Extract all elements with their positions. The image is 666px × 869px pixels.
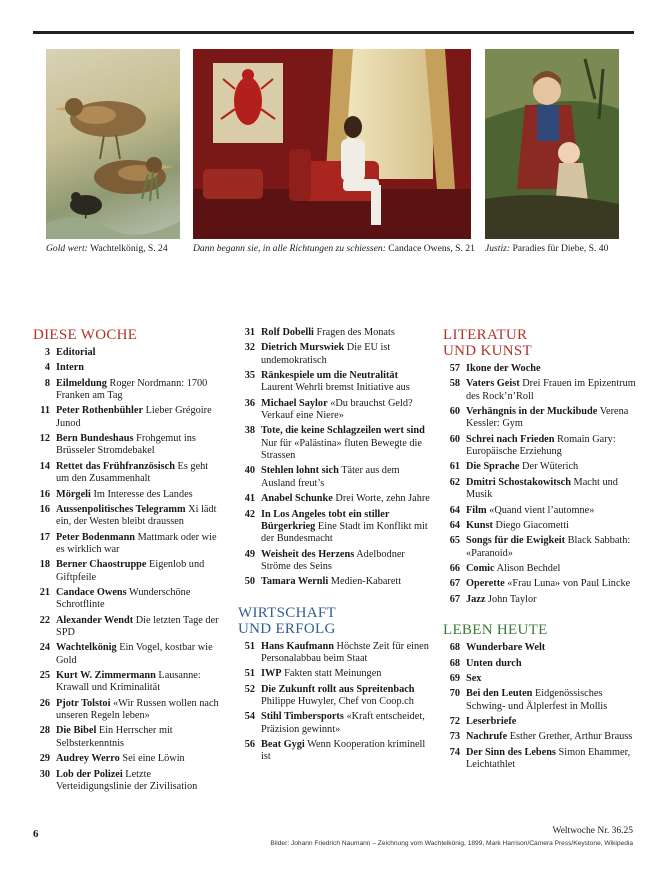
toc-page-number: 41 — [244, 493, 255, 505]
toc-entry-title: Audrey Werro — [56, 753, 120, 765]
toc-entry-title: Jazz — [466, 593, 486, 605]
toc-entry-text: «Du brauchst Geld? Verkauf eine Niere» — [261, 397, 413, 422]
toc-entry-text: Simon Ehammer, Leichtathlet — [466, 746, 631, 771]
toc-entry-title: Lob der Polizei — [56, 768, 123, 780]
toc-entry-text: Xi lädt ein, der Westen bleibt draussen — [56, 503, 217, 528]
toc-entry-text: Romain Gary: Europäische Erziehung — [466, 433, 616, 458]
toc-page-number: 58 — [449, 378, 460, 390]
toc-entry — [238, 370, 432, 395]
toc-entry-text: John Taylor — [485, 593, 537, 605]
toc-page-number: 42 — [244, 508, 255, 520]
toc-entry-title: Candace Owens — [56, 586, 127, 598]
toc-entry-text: Adelbodner Ströme des Seins — [261, 548, 405, 572]
toc-entry — [33, 753, 223, 765]
toc-entry — [443, 747, 636, 772]
toc-entry-title: Weisheit des Herzens — [261, 548, 355, 560]
toc-entry — [443, 578, 636, 590]
toc-page-number: 38 — [244, 425, 255, 437]
toc-entry-text: Medien-Kabarett — [328, 576, 402, 588]
toc-entry-title: Kurt W. Zimmermann — [56, 670, 156, 682]
toc-entry-text: Es geht um den Zusammenhalt — [56, 460, 209, 485]
toc-entry-title: Wachtelkönig — [56, 642, 117, 654]
toc-page-number: 74 — [449, 746, 460, 758]
toc-page-number: 32 — [244, 342, 255, 354]
toc-entry-text: Eine Stadt im Konflikt mit der Bundesmacht — [261, 520, 428, 545]
toc-entry — [238, 327, 432, 339]
toc-page-number: 11 — [40, 405, 50, 417]
toc-page-number: 17 — [39, 531, 50, 543]
toc-entry — [238, 711, 432, 736]
toc-entry — [238, 425, 432, 462]
toc-page-number: 52 — [244, 683, 255, 695]
toc-page-number: 57 — [449, 363, 460, 374]
toc-entry-title: Wunderbare Welt — [466, 642, 546, 654]
toc-page-number: 26 — [39, 697, 50, 709]
toc-entry-text: Diego Giacometti — [492, 519, 569, 531]
toc-entry — [238, 398, 432, 423]
toc-entry-text: Drei Frauen im Epizentrum des Rock’n’Roll — [466, 378, 636, 402]
toc-entry — [238, 739, 432, 764]
toc-entry-text: Fakten statt Meinungen — [281, 668, 382, 680]
toc-page-number: 30 — [39, 768, 50, 780]
toc-entry-title: Ränkespiele um die Neutralität — [261, 370, 398, 382]
toc-entry-text: Philippe Huwyler, Chef von Coop.ch — [261, 695, 414, 707]
section-heading-literatur: LITERATUR UND KUNST — [443, 327, 532, 359]
toc-entry-title: Berner Chaostruppe — [56, 559, 147, 571]
toc-entry — [443, 520, 636, 532]
toc-entry-text: Lausanne: Krawall und Kriminalität — [56, 670, 201, 694]
toc-entry-text: Die EU ist undemokratisch — [261, 342, 391, 366]
toc-entry — [238, 641, 432, 666]
toc-entry — [33, 461, 223, 486]
toc-entry — [238, 465, 432, 490]
toc-entry-text: Wunderschöne Schrotflinte — [56, 586, 191, 611]
toc-entry — [238, 549, 432, 574]
toc-column-literatur — [443, 327, 636, 775]
toc-page-number: 12 — [39, 433, 50, 445]
toc-entry — [443, 406, 636, 431]
toc-entry-title: In Los Angeles tobt ein stiller Bürgerkrieg — [261, 508, 390, 532]
toc-entry-text: Letzte Verteidigungslinie der Zivilisation — [56, 768, 198, 792]
toc-page-number: 36 — [244, 397, 255, 409]
toc-page-number: 68 — [449, 657, 460, 669]
toc-page-number: 70 — [449, 688, 460, 700]
toc-entry-title: Mörgeli — [56, 488, 91, 500]
toc-entry-text: Frohgemut ins Brüsseler Stromdebakel — [56, 433, 196, 457]
toc-entry-title: Ikone der Woche — [466, 363, 541, 374]
toc-page-number: 3 — [44, 347, 50, 358]
toc-entry — [443, 673, 636, 685]
corncrake-illustration — [46, 49, 180, 239]
toc-entry — [33, 587, 223, 612]
toc-entry-title: Die Zukunft rollt aus Spreitenbach — [261, 683, 415, 695]
toc-page-number: 14 — [39, 460, 50, 472]
toc-entry-title: Rolf Dobelli — [261, 327, 314, 338]
toc-entry-text: Eidgenössisches Schwing- und Älplerfest in Mollis — [466, 688, 608, 712]
toc-page-number: 73 — [449, 731, 460, 743]
toc-entry — [33, 504, 223, 529]
toc-entry-text: Ein Herrscher mit Selbsterkenntnis — [56, 725, 173, 749]
toc-entry-title: Michael Saylor — [261, 397, 328, 409]
toc-entry — [33, 725, 223, 750]
image-credit: Bilder: Johann Friedrich Naumann – Zeichnung vom Wachtelkönig, 1899, Mark Harrison/Camera Press/Keystone, Wikipedia — [270, 840, 633, 847]
toc-page-number: 49 — [244, 548, 255, 560]
issue-label: Weltwoche Nr. 36.25 — [552, 826, 633, 836]
toc-entry — [33, 769, 223, 794]
toc-entry-text: Eigenlob und Giftpfeile — [56, 559, 205, 583]
toc-entry — [443, 434, 636, 459]
caption-corncrake: Gold wert: Wachtelkönig, S. 24 — [46, 243, 168, 254]
toc-page-number: 4 — [44, 362, 50, 374]
toc-entry — [33, 559, 223, 584]
toc-entry-title: Sex — [466, 672, 482, 684]
toc-page-number: 62 — [449, 476, 460, 488]
toc-page-number: 65 — [449, 535, 460, 547]
toc-page-number: 60 — [449, 433, 460, 445]
page-number: 6 — [33, 828, 39, 840]
toc-entry — [443, 594, 636, 606]
toc-entry-text: Sei eine Löwin — [119, 753, 185, 765]
toc-entry-title: Peter Rothenbühler — [56, 405, 144, 417]
toc-entry — [443, 363, 636, 375]
toc-page-number: 16 — [39, 488, 50, 500]
toc-page-number: 51 — [244, 668, 255, 680]
toc-entry-title: Alexander Wendt — [56, 614, 134, 626]
toc-entry — [33, 489, 223, 501]
toc-page-number: 50 — [244, 576, 255, 588]
toc-page-number: 16 — [39, 503, 50, 515]
painting-photo — [485, 49, 619, 239]
toc-entry — [443, 642, 636, 654]
toc-page-number: 69 — [449, 672, 460, 684]
toc-entry-title: Operette — [466, 578, 505, 590]
toc-page-number: 24 — [39, 642, 50, 654]
toc-entry-title: Dietrich Murswiek — [261, 342, 345, 354]
toc-entry-text: Wenn Kooperation kriminell ist — [261, 739, 426, 763]
toc-entry-title: Tote, die keine Schlagzeilen wert sind — [261, 425, 425, 437]
toc-page-number: 64 — [449, 519, 460, 531]
toc-page-number: 72 — [449, 716, 460, 728]
toc-entry-title: Film — [466, 504, 487, 516]
toc-entry — [238, 576, 432, 588]
toc-entry — [33, 347, 223, 359]
toc-entry — [33, 362, 223, 374]
toc-entry-title: Tamara Wernli — [261, 576, 329, 588]
caption-candace-owens: Dann begann sie, in alle Richtungen zu schiessen: Candace Owens, S. 21 — [193, 243, 475, 254]
toc-entry-title: Intern — [56, 362, 85, 374]
toc-entry-text: Drei Worte, zehn Jahre — [332, 493, 430, 505]
toc-entry — [33, 433, 223, 458]
toc-page-number: 25 — [39, 670, 50, 682]
toc-entry-text: Höchste Zeit für einen Personalabbau beim Staat — [261, 640, 429, 664]
toc-entry — [443, 658, 636, 670]
toc-entry-title: Der Sinn des Lebens — [466, 746, 556, 758]
toc-entry — [443, 461, 636, 473]
toc-page-number: 22 — [39, 614, 50, 626]
toc-entry-text: «Wir Russen wollen nach unseren Regeln leben» — [56, 697, 219, 722]
toc-entry-text: Ein Vogel, kostbar wie Gold — [56, 642, 213, 666]
toc-page-number: 31 — [244, 327, 255, 338]
toc-entry-title: Vaters Geist — [466, 378, 520, 390]
toc-page-number: 68 — [449, 642, 460, 654]
toc-entry-title: Die Sprache — [466, 461, 520, 473]
toc-entry-title: Comic — [466, 563, 495, 574]
toc-entry-text: Der Wüterich — [519, 461, 579, 473]
toc-page-number: 54 — [244, 711, 255, 723]
toc-page-number: 64 — [449, 504, 460, 516]
toc-entry-text: Roger Nordmann: 1700 Franken am Tag — [56, 377, 208, 402]
toc-entry-text: «Frau Luna» von Paul Lincke — [504, 578, 631, 590]
toc-page-number: 29 — [39, 753, 50, 765]
toc-entry-title: Die Bibel — [56, 725, 97, 737]
toc-entry — [443, 378, 636, 403]
toc-entry-text: Verena Kessler: Gym — [466, 406, 629, 430]
toc-entry-text: Lieber Grégoire Junod — [56, 405, 212, 429]
toc-entry — [33, 405, 223, 430]
toc-entry-title: Unten durch — [466, 657, 522, 669]
toc-page-number: 18 — [39, 559, 50, 571]
toc-entry — [33, 670, 223, 695]
candace-owens-photo — [193, 49, 471, 239]
toc-page-number: 51 — [244, 640, 255, 652]
toc-entry-text: Macht und Musik — [466, 476, 618, 501]
toc-page-number: 56 — [244, 739, 255, 751]
toc-page-number: 66 — [449, 563, 460, 574]
toc-entry-title: Bern Bundeshaus — [56, 433, 134, 445]
toc-entry-text: Im Interesse des Landes — [90, 488, 193, 500]
toc-page-number: 21 — [39, 586, 50, 598]
toc-entry-title: Editorial — [56, 347, 96, 358]
toc-entry — [443, 716, 636, 728]
top-rule — [33, 31, 634, 34]
toc-entry — [443, 563, 636, 575]
toc-entry-title: Anabel Schunke — [261, 493, 333, 505]
toc-entry — [238, 493, 432, 505]
toc-entry — [33, 642, 223, 667]
toc-entry — [443, 688, 636, 713]
toc-page-number: 67 — [449, 578, 460, 590]
caption-justiz: Justiz: Paradies für Diebe, S. 40 — [485, 243, 609, 254]
toc-entry-text: Alison Bechdel — [494, 563, 561, 574]
toc-column-middle — [238, 327, 432, 767]
toc-entry-title: Hans Kaufmann — [261, 640, 334, 652]
toc-entry — [443, 477, 636, 502]
toc-entry-text: Black Sabbath: «Paranoid» — [466, 535, 631, 559]
toc-entry-text: Täter aus dem Ausland freut’s — [261, 465, 400, 489]
toc-entry — [33, 698, 223, 723]
toc-entry-text: Fragen des Monats — [313, 327, 395, 338]
toc-entry-title: Stehlen lohnt sich — [261, 465, 339, 477]
toc-entry-title: Pjotr Tolstoi — [56, 697, 111, 709]
toc-entry-text: Nur für «Palästina» fluten Bewegte die Strassen — [261, 437, 422, 462]
toc-entry-title: Leserbriefe — [466, 716, 517, 728]
toc-page-number: 61 — [449, 461, 460, 473]
toc-page-number: 35 — [244, 370, 255, 382]
toc-entry-title: Verhängnis in der Muckibude — [466, 406, 598, 418]
toc-page-number: 28 — [39, 725, 50, 737]
toc-entry — [443, 505, 636, 517]
toc-entry — [238, 509, 432, 546]
toc-entry — [33, 615, 223, 640]
toc-entry — [33, 532, 223, 557]
toc-entry-text: «Quand vient l’automne» — [486, 504, 595, 516]
toc-entry-title: Kunst — [466, 519, 493, 531]
toc-entry-title: Nachrufe — [466, 731, 508, 743]
toc-entry-text: Mattmark oder wie es wirklich war — [56, 531, 217, 555]
section-heading-diese-woche: DIESE WOCHE — [33, 327, 138, 343]
toc-entry — [443, 535, 636, 560]
toc-page-number: 67 — [449, 593, 460, 605]
toc-entry-text: Die letzten Tage der SPD — [56, 614, 219, 638]
toc-entry-title: Schrei nach Frieden — [466, 433, 555, 445]
toc-entry-title: Songs für die Ewigkeit — [466, 535, 566, 547]
toc-entry-text: «Kraft entscheidet, Präzision gewinnt» — [261, 711, 425, 735]
toc-column-diese-woche — [33, 327, 223, 796]
toc-entry-title: Stihl Timbersports — [261, 711, 344, 723]
toc-entry — [33, 378, 223, 403]
toc-entry — [238, 668, 432, 680]
toc-entry-title: Bei den Leuten — [466, 688, 533, 700]
toc-entry-title: IWP — [261, 668, 282, 680]
section-heading-leben-heute: LEBEN HEUTE — [443, 622, 548, 639]
toc-entry-title: Dmitri Schostakowitsch — [466, 476, 571, 488]
toc-entry-title: Rettet das Frühfranzösisch — [56, 460, 175, 472]
toc-entry — [443, 731, 636, 743]
toc-page-number: 40 — [244, 465, 255, 477]
toc-entry-title: Beat Gygi — [261, 739, 305, 751]
toc-entry-title: Peter Bodenmann — [56, 531, 136, 543]
toc-entry-text: Laurent Wehrli bremst Initiative aus — [261, 382, 410, 394]
toc-page-number: 60 — [449, 406, 460, 418]
toc-entry — [238, 684, 432, 709]
toc-page-number: 8 — [44, 377, 50, 389]
toc-entry — [238, 342, 432, 367]
toc-entry-title: Aussenpolitisches Telegramm — [56, 503, 186, 515]
toc-entry-title: Eilmeldung — [56, 377, 107, 389]
toc-entry-text: Esther Grether, Arthur Brauss — [507, 731, 633, 743]
section-heading-wirtschaft: WIRTSCHAFT UND ERFOLG — [238, 604, 336, 637]
